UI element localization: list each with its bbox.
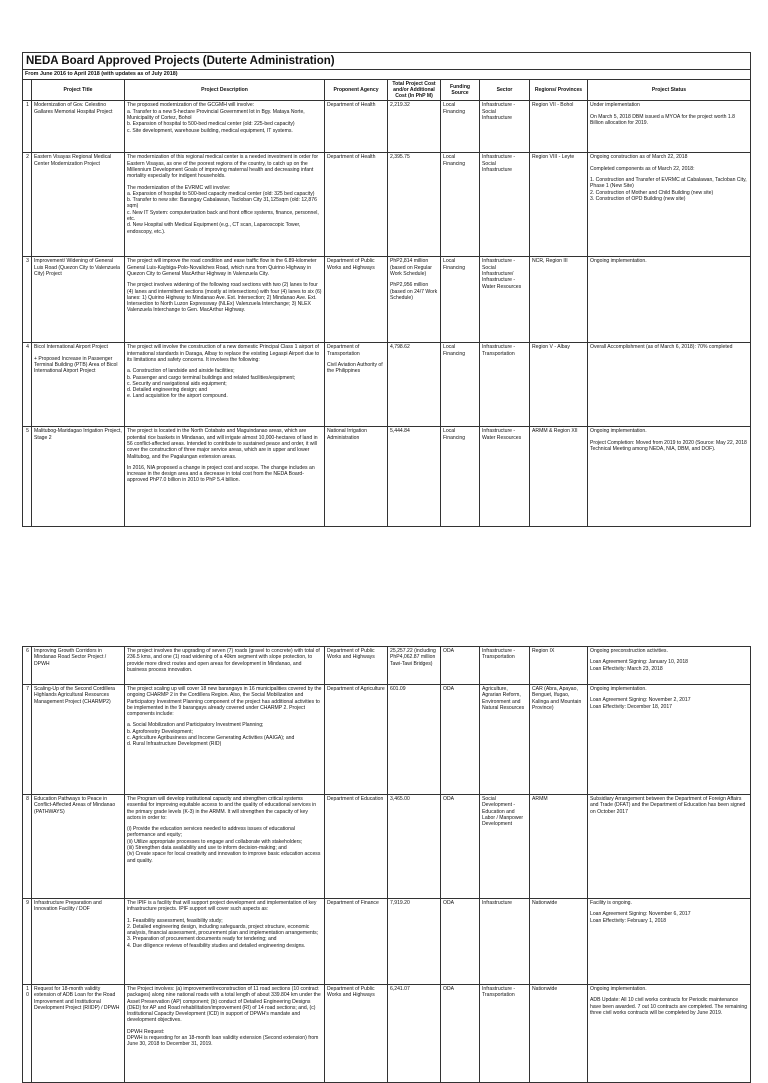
project-status-line: Completed components as of March 22, 2018: (590, 165, 695, 172)
table-row (23, 101, 751, 153)
project-cost-cell (388, 985, 441, 1083)
funding-source-line: ODA (443, 796, 455, 802)
region-line: Region IX (532, 648, 555, 654)
subtitle-row (23, 70, 751, 80)
row-number-cell: 2 (23, 153, 32, 257)
project-description-line: 4. Due diligence reviews of feasibility studies and detailed engineering designs. (127, 942, 306, 949)
sector-cell (480, 101, 530, 153)
sector-line: Infrastructure (482, 900, 513, 906)
project-description-line: d. Detailed engineering design; and (127, 387, 208, 394)
project-description-line: The project is located in the North Cotabato and Maguindanao areas, which are potential rice baskets in Mindanao, and will irrigate almost 10,000-hectares of land in 56 conflict-affected areas. Intended to contribute to sustained peace and order, it will cover the construction of three major service areas, which are in upper and lower Malitubog, and the Pagalungan extension areas. (127, 428, 318, 460)
sector-line: Infrastructure - Transportation (482, 344, 516, 357)
region-cell (530, 257, 588, 343)
proponent-agency-cell (325, 427, 388, 527)
funding-source-cell (441, 985, 480, 1083)
row-number-cell: 6 (23, 647, 32, 685)
project-status-cell (588, 427, 751, 527)
sector-line: Infrastructure - Social Infrastructure (482, 154, 516, 173)
table-row (23, 795, 751, 899)
sector-line: Infrastructure - Transportation (482, 986, 516, 999)
project-title-cell (32, 257, 125, 343)
project-description-line: (i) Provide the education services needed to address issues of educational performance and equity; (127, 826, 295, 839)
project-description-line: The project involves widening of the following road sections with two (2) lanes to four (4) lanes and intermittent sections (mostly at intersections) with four (4) lanes to six (6) lanes: 1) Quirino Highway to Mindanao Ave. Ext. Intersection; 2) Mindanao Ave. Ext. Intersection to North Luzon Expressway (NLEx) Valenzuela Interchange; 3) NLEX Valenzuela Interchange to Gen. MacArthur Highway. (127, 282, 322, 314)
proponent-agency-cell (325, 795, 388, 899)
project-cost-cell (388, 685, 441, 795)
document-page-1 (22, 52, 750, 527)
project-description-cell (125, 685, 325, 795)
proponent-agency-line: Department of Health (327, 102, 376, 109)
project-status-cell (588, 153, 751, 257)
project-status-line: Loan Agreement Signing: November 6, 2017 (590, 911, 691, 918)
row-number-cell: 8 (23, 795, 32, 899)
project-status-line: 2. Construction of Mother and Child Building (new site) (590, 189, 714, 196)
project-status-line: Loan Effectivity: December 18, 2017 (590, 703, 673, 710)
project-description-line: a. Transfer to a new 5-hectare Provincial Government lot in Bgy. Mataya Norte, Municipality of Cortez, Bohol (127, 108, 305, 121)
sector-cell (480, 153, 530, 257)
sector-line: Infrastructure - Social Infrastructure/ Infrastructure - Water Resources (482, 258, 522, 290)
project-title-cell (32, 795, 125, 899)
project-cost-cell (388, 257, 441, 343)
proponent-agency-cell (325, 343, 388, 427)
table-row (23, 257, 751, 343)
project-description-line: (iii) Strengthen data availability and use to inform decision-making; and (127, 845, 287, 852)
header-project-description: Project Description (125, 79, 325, 101)
table-row (23, 153, 751, 257)
funding-source-cell (441, 427, 480, 527)
region-line: Region V - Albay (532, 344, 570, 351)
table-row (23, 985, 751, 1083)
header-project-status: Project Status (588, 79, 751, 101)
project-description-cell (125, 427, 325, 527)
project-status-line: 3. Construction of OPD Building (new site) (590, 195, 686, 202)
project-status-line: On March 5, 2018 DBM issued a MYOA for the project worth 1.8 Billion allocation for 2019. (590, 113, 735, 126)
project-description-line: e. Land acquisition for the airport compound. (127, 393, 228, 400)
row-number-cell: 4 (23, 343, 32, 427)
project-description-line: DPWH is requesting for an 18-month loan validity extension (Second extension) from June 30, 2018 to December 31, 2019. (127, 1035, 319, 1048)
project-description-line: 3. Preparation of procurement documents ready for tendering; and (127, 936, 277, 943)
project-status-cell (588, 795, 751, 899)
projects-table-page-1 (22, 52, 751, 527)
region-cell (530, 647, 588, 685)
project-status-cell (588, 985, 751, 1083)
project-status-cell (588, 101, 751, 153)
proponent-agency-line: Civil Aviation Authority of the Philippines (327, 361, 383, 375)
sector-cell (480, 257, 530, 343)
project-description-line: d. Rural Infrastructure Development (RID) (127, 741, 222, 748)
project-description-line: (iv) Create space for local creativity and innovation to improve basic education access and quality. (127, 851, 321, 864)
project-status-line: Ongoing implementation. (590, 258, 647, 265)
funding-source-cell (441, 153, 480, 257)
region-line: CAR (Abra, Apayao, Benguet, Ifugao, Kalinga and Mountain Province) (532, 686, 582, 711)
proponent-agency-cell (325, 101, 388, 153)
funding-source-line: Local Financing (443, 258, 466, 271)
sector-line: Infrastructure - Water Resources (482, 428, 522, 441)
header-project-title: Project Title (32, 79, 125, 101)
header-proponent-agency: Proponent Agency (325, 79, 388, 101)
project-description-cell (125, 899, 325, 985)
region-cell (530, 343, 588, 427)
project-description-line: a. Social Mobilization and Participatory Investment Planning; (127, 722, 264, 729)
table-body-page-2 (23, 647, 751, 1083)
project-description-line: The Project involves: (a) improvement/reconstruction of 11 road sections (10 contract packages) along nine national roads with a total length of about 339.804 km under the Asset Preservation (AP) component; (b) conduct of Detailed Engineering Designs (DED) for AP and Road rehabilitation/improvement (RI) of 14 road sections; and, (c) Institutional Capacity Development (ICD) in support of DPWH's mandate and development objectives. (127, 986, 321, 1024)
project-description-cell (125, 985, 325, 1083)
projects-table-page-2 (22, 646, 751, 1083)
project-description-line: d. New Hospital with Medical Equipment (e.g., CT scan, Laparoscopic Tower, endoscopy, etc.). (127, 222, 301, 235)
project-title-cell (32, 985, 125, 1083)
project-title-cell (32, 647, 125, 685)
project-status-line: Ongoing implementation. (590, 428, 647, 435)
region-cell (530, 795, 588, 899)
project-cost-cell (388, 101, 441, 153)
proponent-agency-line: Department of Education (327, 796, 384, 802)
project-status-line: Under implementation (590, 102, 640, 109)
project-cost-line: PhP2,956 million (based on 24/7 Work Schedule) (390, 282, 438, 301)
sector-cell (480, 685, 530, 795)
sector-cell (480, 985, 530, 1083)
project-description-cell (125, 647, 325, 685)
project-status-line: Project Completion: Moved from 2019 to 2020 (Source: May 22, 2018 Technical Meeting among NEDA, NIA, DBM, and DOF). (590, 439, 747, 452)
project-cost-line: 5,444.84 (390, 428, 410, 435)
document-page-2 (22, 646, 750, 1083)
funding-source-line: Local Financing (443, 102, 466, 115)
funding-source-line: ODA (443, 686, 455, 692)
project-cost-line: 6,241.07 (390, 986, 410, 992)
funding-source-line: ODA (443, 900, 455, 906)
header-row (23, 79, 751, 101)
project-cost-cell (388, 795, 441, 899)
sector-cell (480, 899, 530, 985)
funding-source-cell (441, 647, 480, 685)
region-cell (530, 985, 588, 1083)
funding-source-line: Local Financing (443, 428, 466, 441)
sector-line: Social Development - Education and Labor / Manpower Development (482, 796, 524, 828)
project-cost-line: PhP2,814 million (based on Regular Work Schedule) (390, 258, 432, 277)
project-description-line: b. Agroforestry Development; (127, 728, 193, 735)
project-status-line: Ongoing implementation. (590, 986, 647, 992)
row-number-cell: 3 (23, 257, 32, 343)
region-line: Region VII - Bohol (532, 102, 574, 109)
proponent-agency-line: Department of Transportation (327, 344, 360, 357)
project-cost-cell (388, 647, 441, 685)
project-cost-line: 25,257.22 (including PhP4,062.87 million Tawi-Tawi Bridges) (390, 648, 436, 667)
project-title-line: Modernization of Gov. Celestino Gallares Memorial Hospital Project (34, 102, 113, 115)
project-cost-cell (388, 899, 441, 985)
project-status-line: Facility is ongoing. (590, 900, 632, 906)
project-status-cell (588, 647, 751, 685)
proponent-agency-cell (325, 257, 388, 343)
project-title-line: Eastern Visayas Regional Medical Center Modernization Project (34, 154, 112, 167)
project-title-line: Improvement/ Widening of General Luis Road (Quezon City to Valenzuela City) Project (34, 258, 120, 277)
header-sector: Sector (480, 79, 530, 101)
project-description-line: The proposed modernization of the GCGMH will involve: (127, 102, 255, 109)
region-line: Nationwide (532, 900, 558, 906)
proponent-agency-line: Department of Health (327, 154, 376, 161)
project-description-line: DPWH Request: (127, 1028, 165, 1035)
funding-source-line: Local Financing (443, 154, 466, 167)
proponent-agency-cell (325, 985, 388, 1083)
project-description-line: b. Transfer to new site: Barangay Cabalawan, Tacloban City 31,125sqm (old: 12,876 sqm) (127, 197, 317, 210)
region-line: ARMM & Region XII (532, 428, 578, 435)
sector-line: Agriculture, Agrarian Reform, Environment and Natural Resources (482, 686, 525, 711)
proponent-agency-line: Department of Agriculture (327, 686, 385, 692)
project-description-line: The project scaling up will cover 18 new barangays in 16 municipalities covered by the ongoing CHARMP 2 in the Cordillera Region. Also, the Social Mobilization and Participatory Investment Planning component of the project has additional activities to be implemented in the 9 barangays already covered under CHARMP 2. Project components include: (127, 686, 322, 718)
project-description-line: 1. Feasibility assessment, feasibility study; (127, 917, 223, 924)
row-number-cell: 10 (23, 985, 32, 1083)
table-row (23, 427, 751, 527)
project-description-cell (125, 343, 325, 427)
project-title-line: Scaling-Up of the Second Cordillera Highlands Agricultural Resources Management Project (CHARMP2) (34, 686, 115, 705)
header-regions: Regions/ Provinces (530, 79, 588, 101)
sector-cell (480, 427, 530, 527)
project-description-cell (125, 257, 325, 343)
project-status-line: Loan Effectivity: February 1, 2018 (590, 917, 667, 924)
project-status-cell (588, 257, 751, 343)
document-subtitle: From June 2016 to April 2018 (with updates as of July 2018) (23, 70, 751, 80)
project-description-line: b. Passenger and cargo terminal buildings and related facilities/equipment; (127, 374, 296, 381)
project-description-line: b. Expansion of hospital to 500-bed medical center (old: 225-bed capacity) (127, 121, 295, 128)
table-body-page-1 (23, 101, 751, 527)
project-status-line: Loan Agreement Signing: November 2, 2017 (590, 697, 691, 704)
project-description-line: c. Agriculture Agribusiness and Income Generating Activities (AAIGA); and (127, 735, 295, 742)
sector-line: Infrastructure - Social Infrastructure (482, 102, 516, 121)
proponent-agency-cell (325, 899, 388, 985)
project-title-line: Request for 18-month validity extension of ADB Loan for the Road Improvement and Institutional Development Project (RIIDP) / DPWH (34, 986, 120, 1011)
project-description-line: (ii) Utilize appropriate processes to engage and collaborate with stakeholders; (127, 838, 303, 845)
table-row (23, 647, 751, 685)
project-cost-cell (388, 427, 441, 527)
funding-source-cell (441, 343, 480, 427)
funding-source-cell (441, 685, 480, 795)
project-description-line: The modernization of this regional medical center is a needed investment in order for Eastern Visayas, as one of the poorest regions of the country, to catch up on the Millennium Development Goals of improving maternal health and decreasing infant mortality especially for indigent households. (127, 154, 319, 180)
project-cost-line: 2,219.32 (390, 102, 410, 109)
row-number-cell: 1 (23, 101, 32, 153)
project-status-line: Ongoing preconstruction activities. (590, 648, 668, 654)
proponent-agency-cell (325, 153, 388, 257)
project-title-line: + Proposed Increase in Passenger Terminal Building (PTB) Area of Bicol International Airport Project (34, 355, 118, 375)
region-cell (530, 153, 588, 257)
project-description-line: 2. Detailed engineering design, including safeguards, project structure, economic analysis, financial assessment, procurement plan and implementation arrangements; (127, 923, 319, 937)
region-cell (530, 427, 588, 527)
funding-source-line: ODA (443, 648, 455, 654)
project-description-cell (125, 153, 325, 257)
table-row (23, 899, 751, 985)
project-status-line: Overall Accomplishment (as of March 6, 2018): 70% completed (590, 344, 733, 351)
header-total-cost: Total Project Cost and/or Additional Cost (In PhP M) (388, 79, 441, 101)
project-cost-line: 3,465.00 (390, 796, 410, 802)
header-funding-source: Funding Source (441, 79, 480, 101)
project-status-line: Loan Agreement Signing: January 10, 2018 (590, 659, 688, 666)
project-description-cell (125, 795, 325, 899)
project-description-line: c. Site development, warehouse building, medical equipment, IT systems. (127, 127, 293, 134)
project-cost-line: 4,798.62 (390, 344, 410, 351)
project-status-line: Loan Effectivity: March 23, 2018 (590, 665, 663, 672)
project-status-line: Subsidiary Arrangement between the Department of Foreign Affairs and Trade (DFAT) and the Department of Education has been signed on October 2017 (590, 796, 746, 815)
sector-cell (480, 343, 530, 427)
project-status-line: 1. Construction and Transfer of EVRMC at Cabalawan, Tacloban City, Phase 1 (New Site) (590, 176, 747, 190)
region-cell (530, 685, 588, 795)
project-title-line: Infrastructure Preparation and Innovation Facility / DOF (34, 900, 102, 913)
project-cost-line: 601.09 (390, 686, 406, 692)
project-title-line: Education Pathways to Peace in Conflict-Affected Areas of Mindanao (PATHWAYS) (34, 796, 116, 815)
project-title-cell (32, 343, 125, 427)
project-description-line: In 2016, NIA proposed a change in project cost and scope. The change includes an increase in the design area and a decrease in total cost from the NEDA Board-approved PhP7.0 billion in 2010 to PhP 5.4 billion. (127, 464, 315, 484)
row-number-cell: 5 (23, 427, 32, 527)
proponent-agency-line: National Irrigation Administration (327, 428, 367, 441)
project-title-cell (32, 899, 125, 985)
funding-source-cell (441, 795, 480, 899)
sector-line: Infrastructure - Transportation (482, 648, 516, 661)
project-cost-cell (388, 153, 441, 257)
project-status-cell (588, 343, 751, 427)
table-row (23, 343, 751, 427)
project-description-line: c. Security and navigational aids equipment; (127, 380, 227, 387)
project-title-cell (32, 685, 125, 795)
proponent-agency-line: Department of Public Works and Highways (327, 986, 375, 999)
region-cell (530, 101, 588, 153)
proponent-agency-line: Department of Public Works and Highways (327, 648, 375, 661)
document-title: NEDA Board Approved Projects (Duterte Administration) (23, 53, 751, 70)
proponent-agency-line: Department of Finance (327, 900, 379, 906)
region-line: ARMM (532, 796, 548, 802)
project-title-line: Malitubog-Maridagao Irrigation Project, Stage 2 (34, 428, 122, 441)
project-description-cell (125, 101, 325, 153)
region-line: NCR, Region III (532, 258, 568, 265)
sector-cell (480, 647, 530, 685)
proponent-agency-line: Department of Public Works and Highways (327, 258, 375, 271)
project-description-line: The modernization of the EVRMC will involve: (127, 184, 231, 191)
project-cost-line: 2,395.75 (390, 154, 410, 161)
project-description-line: a. Expansion of hospital to 500-bed capacity medical center (old: 325 bed capacity) (127, 190, 315, 197)
project-description-line: c. New IT System: computerization back and front office systems, finance, personnel, etc. (127, 209, 319, 223)
project-description-line: The Program will develop institutional capacity and strengthen critical systems essential for improving equitable access to and the quality of educational services in the primary grade levels (K-3) in the ARMM. It will strengthen the capacity of key actors in order to: (127, 796, 317, 821)
project-cost-line: 7,919.20 (390, 900, 410, 906)
project-description-line: a. Construction of landside and airside facilities; (127, 368, 235, 375)
project-status-line: Ongoing construction as of March 22, 2018 (590, 154, 688, 161)
project-title-line: Bicol International Airport Project (34, 344, 108, 351)
project-description-line: The project will involve the construction of a new domestic Principal Class 1 airport of international standards in Daraga, Albay to replace the existing Legaspi Airport due to its limitations and safety concerns. It involves the following: (127, 344, 320, 363)
project-status-line: Ongoing implementation. (590, 686, 647, 692)
funding-source-line: ODA (443, 986, 455, 992)
project-title-cell (32, 101, 125, 153)
region-cell (530, 899, 588, 985)
funding-source-cell (441, 899, 480, 985)
project-title-cell (32, 427, 125, 527)
table-row (23, 685, 751, 795)
project-description-line: The project will improve the road condition and ease traffic flow in the 6.89-kilometer General Luis-Kaybiga-Polo-Novaliches Road, which runs from Quirino Highway in Quezon City to General MacArthur Highway in Valenzuela City. (127, 258, 317, 277)
project-status-cell (588, 899, 751, 985)
project-description-line: The project involves the upgrading of seven (7) roads (gravel to concrete) with total of 236.5 kms, and one (1) road widening of a 40km segment with slope protection, to provide more direct routes and open areas for development in Mindanao, and business process innovation. (127, 648, 320, 673)
proponent-agency-cell (325, 685, 388, 795)
title-row (23, 53, 751, 70)
funding-source-line: Local Financing (443, 344, 466, 357)
funding-source-cell (441, 101, 480, 153)
project-status-line: ADB Update: All 10 civil works contracts for Periodic maintenance have been awarded. 7 out 10 contracts are completed. The remaining three civil works contracts will be completed by June 2019. (590, 997, 748, 1016)
project-status-cell (588, 685, 751, 795)
project-cost-cell (388, 343, 441, 427)
project-description-line: The IPIF is a facility that will support project development and implementation of key infrastructure projects. IPIF support will cover such aspects as: (127, 900, 317, 913)
row-number-cell: 7 (23, 685, 32, 795)
project-title-cell (32, 153, 125, 257)
project-title-line: Improving Growth Corridors in Mindanao Road Sector Project / DPWH (34, 648, 107, 667)
header-no (23, 79, 32, 101)
sector-cell (480, 795, 530, 899)
proponent-agency-cell (325, 647, 388, 685)
region-line: Nationwide (532, 986, 558, 992)
row-number-cell: 9 (23, 899, 32, 985)
funding-source-cell (441, 257, 480, 343)
region-line: Region VIII - Leyte (532, 154, 575, 161)
